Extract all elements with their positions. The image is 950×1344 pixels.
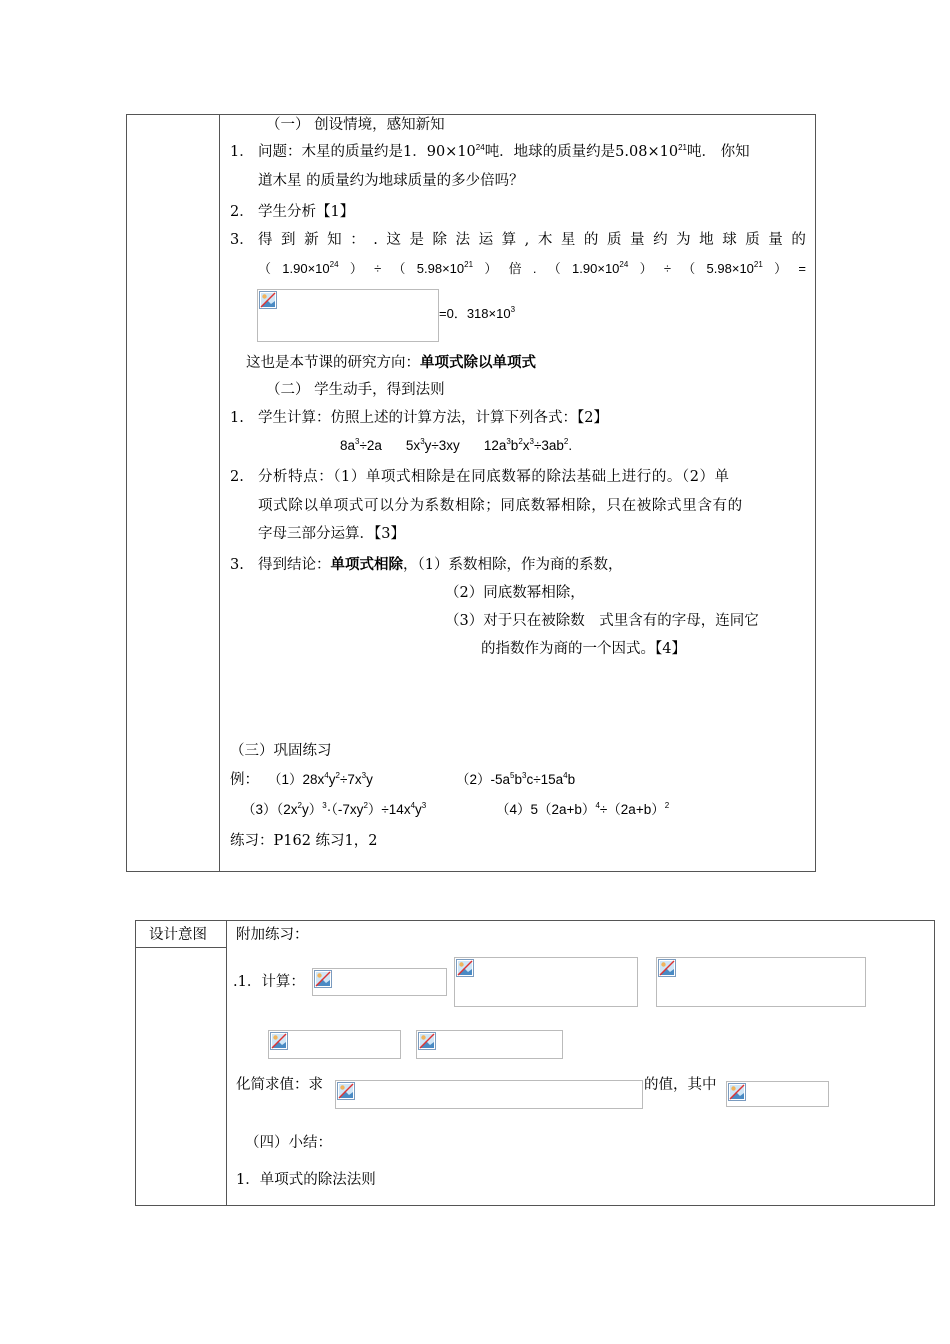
- q3-char: 这: [386, 232, 401, 248]
- broken-image-icon: [314, 970, 332, 988]
- s2-3-line3: （3）对于只在被除数 式里含有的字母，连同它: [445, 613, 759, 629]
- s2-1-text: 学生计算：仿照上述的计算方法，计算下列各式：【2】: [258, 410, 608, 426]
- section3-heading: （三）巩固练习: [230, 743, 332, 759]
- s2-1-number: 1.: [230, 410, 244, 426]
- s2-3-number: 3.: [230, 557, 244, 573]
- q3-char: 新: [304, 232, 319, 248]
- q3-token: =: [798, 261, 806, 276]
- q3-char: 量: [630, 232, 645, 248]
- q3-token: ÷: [374, 261, 382, 276]
- simplify-label: 化简求值：求: [236, 1077, 323, 1093]
- q3-line1: [258, 231, 806, 249]
- example-label: 例：: [230, 772, 259, 788]
- q3-char: 量: [768, 232, 783, 248]
- broken-image-icon: [728, 1083, 746, 1101]
- q3-char: 为: [676, 232, 691, 248]
- q3-char: 法: [455, 232, 471, 248]
- q3-char: 算: [501, 232, 517, 248]
- design-intent-label: 设计意图: [149, 927, 207, 943]
- broken-image-icon: [456, 959, 474, 977]
- q3-token: ）: [639, 261, 653, 276]
- example-3: $(3)(2x^2y)^3\cdot(-7xy^2)\div 14x^4y^3$: [242, 801, 427, 817]
- q3-char: 得: [258, 232, 273, 248]
- q3-char: ：: [350, 232, 365, 248]
- q3-char: 除: [432, 232, 447, 248]
- expr-3: $12a^3b^2x^3\div 3ab^2$.: [483, 437, 573, 453]
- s2-3-line2: （2）同底数幂相除，: [445, 585, 585, 601]
- q3-token: $5.98\times 10^{21}$: [416, 260, 474, 276]
- q3-number: 3．: [230, 232, 254, 248]
- example-1: $(1)28x^4y^2\div 7x^3y$: [268, 771, 373, 787]
- formula-image: [257, 289, 439, 342]
- summary-item-1: 1．单项式的除法法则: [236, 1172, 376, 1188]
- table2-divider: [226, 920, 227, 1206]
- s2-1-expressions: [340, 437, 572, 455]
- q2-text: 学生分析【1】: [258, 204, 355, 220]
- q3-char: 木: [537, 232, 553, 248]
- q3-char: 到: [281, 232, 296, 248]
- value-label: 的值，其中: [644, 1077, 717, 1093]
- simplify-image: [335, 1080, 643, 1109]
- s2-3-line4: 的指数作为商的一个因式。【4】: [481, 641, 686, 657]
- q3-char: 质: [745, 232, 760, 248]
- practice-line: 练习：P162 练习1，2: [230, 833, 378, 849]
- q3-char: .: [373, 232, 378, 248]
- q3-char: 运: [478, 232, 494, 248]
- q3-token: ÷: [663, 261, 671, 276]
- q3-token: （: [258, 261, 272, 276]
- s2-3-line1: 得到结论：单项式相除，（1）系数相除，作为商的系数，: [258, 556, 623, 573]
- q3-token: $1.90\times 10^{24}$: [572, 260, 629, 276]
- q3-char: 的: [791, 232, 806, 248]
- q3-char: 球: [722, 232, 737, 248]
- q3-token: $1.90\times 10^{24}$: [282, 260, 339, 276]
- q3-line2: [258, 260, 806, 278]
- broken-image-icon: [270, 1032, 288, 1050]
- s2-2-line2: 项式除以单项式可以分为系数相除；同底数幂相除，只在被除式里含有的: [258, 498, 743, 514]
- q3-token: 倍: [508, 261, 522, 276]
- q3-char: 星: [560, 232, 576, 248]
- example-2: $(2)-5a^5b^3c\div 15a^4b$: [456, 771, 576, 787]
- q3-char: 地: [699, 232, 714, 248]
- q2-number: 2．: [230, 204, 254, 220]
- q1-number: 1．: [230, 144, 254, 160]
- q3-token: ）: [484, 261, 498, 276]
- broken-image-icon: [418, 1032, 436, 1050]
- q3-token: ）: [349, 261, 363, 276]
- expr-1: $8a^3\div 2a$: [340, 437, 382, 453]
- value-image: [726, 1081, 829, 1107]
- calc-label: .1．计算：: [233, 974, 305, 990]
- q3-char: 的: [583, 232, 599, 248]
- section4-heading: （四）小结：: [245, 1135, 332, 1151]
- broken-image-icon: [259, 291, 277, 309]
- q3-token: ）: [774, 261, 788, 276]
- section1-heading: （一） 创设情境，感知新知: [266, 117, 445, 133]
- q3-char: 质: [606, 232, 622, 248]
- table2-header-line: [135, 947, 227, 948]
- table-divider: [219, 114, 220, 872]
- example-4: $(4)5(2a+b)^4\div(2a+b)^2$: [496, 801, 670, 817]
- q3-token: $5.98\times 10^{21}$: [706, 260, 763, 276]
- calc-image-2: [454, 957, 638, 1007]
- s2-2-number: 2.: [230, 469, 244, 485]
- q3-token: （: [682, 261, 696, 276]
- q3-char: 约: [653, 232, 668, 248]
- q3-token: .: [532, 261, 537, 276]
- calc-image-5: [416, 1030, 563, 1059]
- calc-image-3: [656, 957, 866, 1007]
- broken-image-icon: [658, 959, 676, 977]
- q3-char: 是: [409, 232, 424, 248]
- q1-line1: 问题：木星的质量约是1．$90\times 10^{24}$吨．地球的质量约是$5.08\times 10^{21}$吨． 你知: [258, 143, 750, 160]
- q3-char: ,: [524, 232, 530, 248]
- calc-image-4: [268, 1030, 401, 1059]
- q3-result: =0．$318\times 10^3$: [439, 305, 516, 321]
- s2-2-line3: 字母三部分运算．【3】: [258, 526, 405, 542]
- s2-2-line1: 分析特点：（1）单项式相除是在同底数幂的除法基础上进行的。（2）单: [258, 469, 730, 485]
- extra-exercise-label: 附加练习：: [236, 927, 309, 943]
- section2-heading: （二） 学生动手，得到法则: [266, 382, 445, 398]
- research-direction: 这也是本节课的研究方向：单项式除以单项式: [246, 354, 536, 371]
- broken-image-icon: [337, 1082, 355, 1100]
- q3-char: 知: [327, 232, 342, 248]
- calc-image-1: [312, 968, 447, 996]
- q3-token: （: [392, 261, 406, 276]
- expr-2: $5x^3y\div 3xy$: [405, 437, 460, 453]
- q3-token: （: [547, 261, 561, 276]
- q1-line2: 道木星 的质量约为地球质量的多少倍吗？: [258, 173, 524, 189]
